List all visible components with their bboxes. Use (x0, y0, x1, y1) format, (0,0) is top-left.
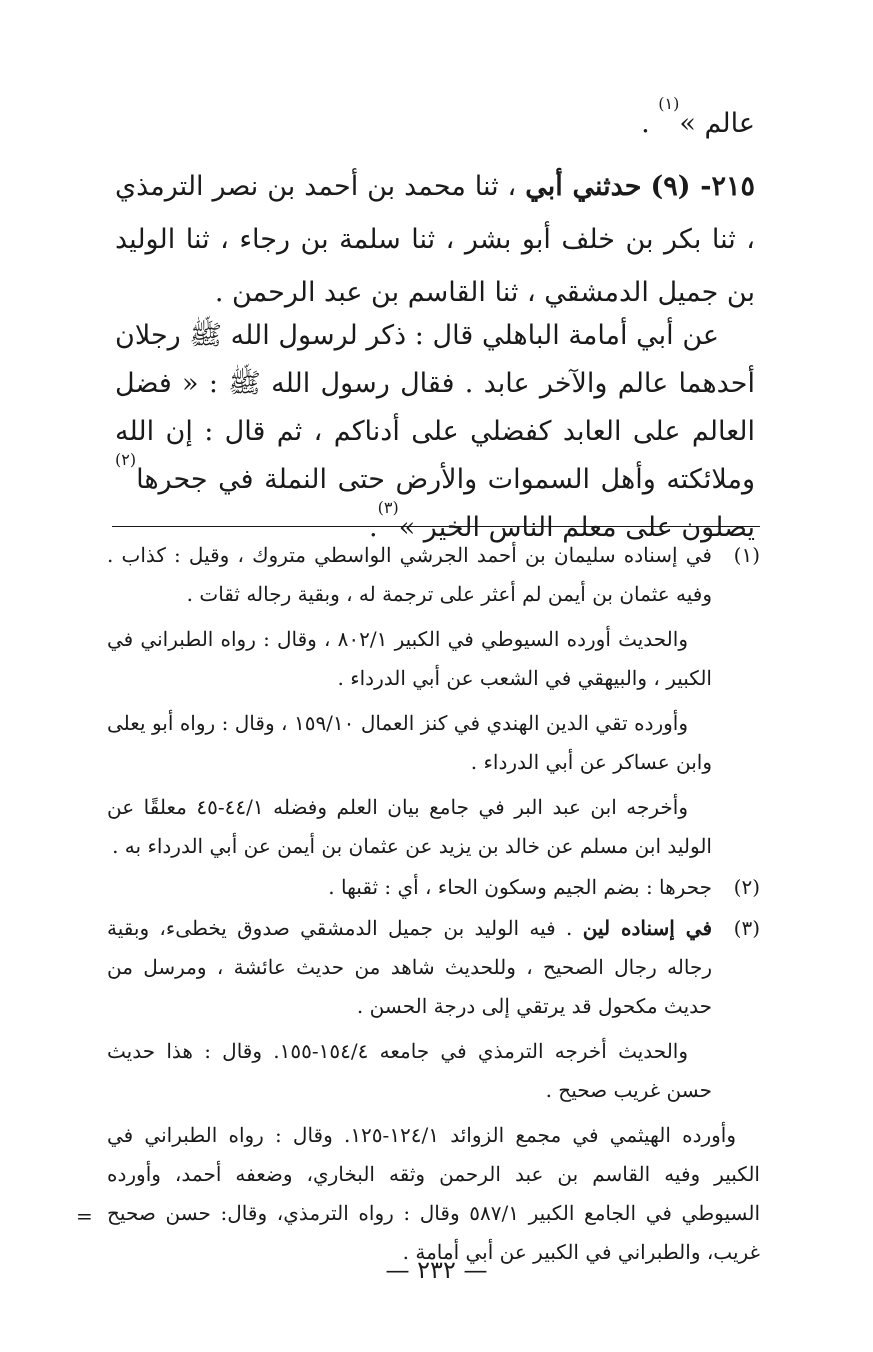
hadith-isnad-paragraph (115, 160, 755, 319)
footnote-number: (٣) (733, 916, 760, 940)
footnote-paragraph (107, 909, 712, 1026)
footnote-paragraph: في إسناده سليمان بن أحمد الجرشي الواسطي متروك ، وقيل : كذاب . وفيه عثمان بن أيمن لم أعثر على ترجمة له ، وبقية رجاله ثقات . (107, 543, 712, 606)
footnote-paragraph: والحديث أورده السيوطي في الكبير ٨٠٢/١ ، وقال : رواه الطبراني في الكبير ، والبيهقي في الشعب عن أبي الدرداء . (107, 627, 712, 690)
footnotes-section (107, 536, 760, 1278)
continuation-mark: = (76, 1204, 93, 1228)
footnote-number: (١) (733, 543, 760, 567)
footnote-1 (107, 536, 760, 868)
footnote-number: (٢) (733, 875, 760, 899)
chain-head: حدثني أبي (525, 171, 642, 202)
footnote-paragraph: والحديث أخرجه الترمذي في جامعه ١٥٤/٤-١٥٥. وقال : هذا حديث حسن غريب صحيح . (107, 1039, 712, 1102)
hadith-number: ٢١٥- (٩) (650, 171, 755, 202)
matn-end: . (369, 512, 378, 543)
footnote-ref-2[interactable]: (٢) (115, 450, 137, 469)
footnote-paragraph: وأورده تقي الدين الهندي في كنز العمال ١٥٩/١٠ ، وقال : رواه أبو يعلى وابن عساكر عن أبي الدرداء . (107, 711, 712, 774)
footnote-ref-1[interactable]: (١) (658, 94, 680, 113)
footnote-divider (112, 526, 760, 527)
page-number: — ٢٣٢ — (385, 1256, 488, 1284)
footnote-ref-3[interactable]: (٣) (377, 498, 399, 517)
footnote-text: . فيه الوليد بن جميل الدمشقي صدوق يخطىء، وبقية رجاله رجال الصحيح ، وللحديث شاهد من حديث عائشة ، ومرسل من حديث مكحول قد يرتقي إلى درجة الحسن . (107, 916, 712, 1018)
hadith-matn-paragraph (115, 312, 755, 552)
footnote-3 (107, 909, 760, 1278)
footnote-body (107, 868, 712, 909)
matn-text-continued: يصلون على معلم الناس الخير » (398, 512, 755, 543)
continued-text: عالم » (679, 108, 755, 139)
footnote-paragraph: وأخرجه ابن عبد البر في جامع بيان العلم وفضله ٤٤/١-٤٥ معلقًا عن الوليد ابن مسلم عن خالد بن يزيد عن عثمان بن أيمن عن أبي الدرداء به . (107, 795, 712, 858)
footnote-lead: في إسناده لين (582, 916, 712, 940)
footnote-paragraph: وأورده الهيثمي في مجمع الزوائد ١٢٤/١-١٢٥. وقال : رواه الطبراني في الكبير وفيه القاسم بن عبد الرحمن وثقه البخاري، وضعفه أحمد، وأورده السيوطي في الجامع الكبير ٥٨٧/١ وقال : رواه الترمذي، وقال: حسن صحيح غريب، والطبراني في الكبير عن أبي أمامة . (107, 1123, 761, 1264)
matn-text: عن أبي أمامة الباهلي قال : ذكر لرسول الله ﷺ رجلان أحدهما عالم والآخر عابد . فقال رسول الله ﷺ : « فضل العالم على العابد كفضلي على أدناكم ، ثم قال : إن الله وملائكته وأهل السموات والأرض حتى النملة في جحرها (115, 320, 755, 495)
footnote-paragraph: جحرها : بضم الجيم وسكون الحاء ، أي : ثقبها . (328, 875, 712, 899)
footnote-body (107, 536, 712, 868)
continued-text-line (115, 94, 755, 148)
footnote-2 (107, 868, 760, 909)
footnote-body (107, 909, 761, 1278)
continued-text-end: . (641, 108, 659, 139)
chain-of-narrators: ، ثنا محمد بن أحمد بن نصر الترمذي ، ثنا بكر بن خلف أبو بشر ، ثنا سلمة بن رجاء ، ثنا الوليد بن جميل الدمشقي ، ثنا القاسم بن عبد الرحمن . (115, 171, 755, 308)
